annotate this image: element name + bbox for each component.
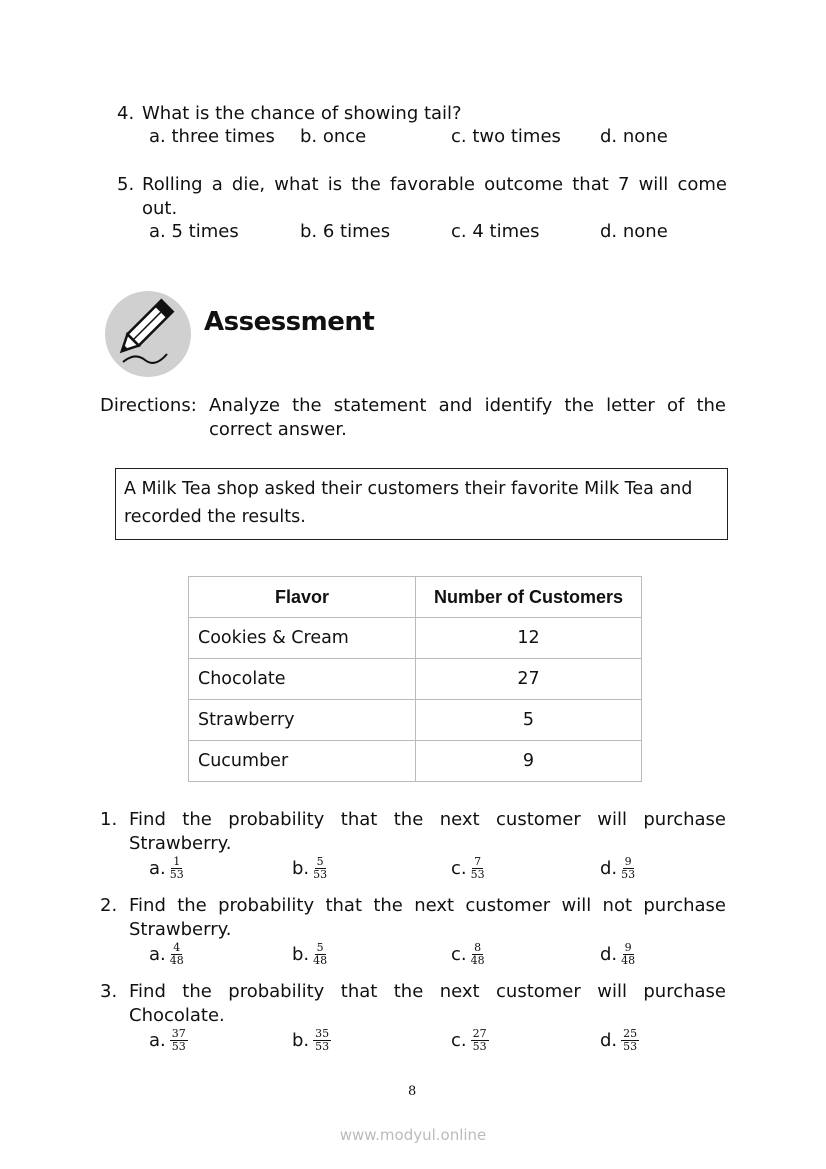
option-letter: b. [292,944,310,965]
fraction [621,1028,639,1053]
option: d. none [600,126,668,147]
table-row [189,618,642,659]
question-number: 1. [100,809,118,830]
numerator: 25 [623,1027,638,1040]
question-number: 5. [117,174,135,195]
section-title: Assessment [204,307,375,337]
directions-text: Analyze the statement and identify the letter of the [209,395,726,416]
table-header-row [189,577,642,618]
option-letter: a. [149,1030,166,1051]
denominator: 53 [470,868,485,881]
fraction [170,1028,188,1053]
question-text: Rolling a die, what is the favorable outcome that 7 will come [142,174,727,195]
question-text: Strawberry. [129,833,232,854]
denominator: 53 [315,1040,330,1053]
denominator: 48 [621,954,636,967]
numerator: 35 [315,1027,330,1040]
denominator: 53 [472,1040,487,1053]
numerator: 7 [474,855,482,868]
option-letter: d. [600,1030,618,1051]
option-letter: d. [600,944,618,965]
option: a. 5 times [149,221,239,242]
numerator: 9 [624,941,632,954]
numerator: 27 [472,1027,487,1040]
question-number: 3. [100,981,118,1002]
question-text: out. [142,198,178,219]
fraction [471,856,485,881]
numerator: 4 [173,941,181,954]
table-row [189,741,642,782]
option: a. three times [149,126,275,147]
watermark: www.modyul.online [339,1126,487,1144]
answer-option [292,942,327,967]
answer-option [451,1028,489,1053]
answer-option [149,856,184,881]
option-letter: c. [451,858,467,879]
page-number: 8 [408,1084,417,1099]
denominator: 48 [169,954,184,967]
option: c. two times [451,126,561,147]
option: b. 6 times [300,221,391,242]
question-text: Find the probability that the next customer will purchase [129,809,726,830]
fraction [170,856,184,881]
table-cell: Cookies & Cream [189,618,416,659]
table-cell: 12 [416,618,642,659]
question-number: 2. [100,895,118,916]
answer-option [600,1028,639,1053]
option-letter: d. [600,858,618,879]
answer-option [292,856,327,881]
numerator: 5 [316,855,324,868]
fraction [313,856,327,881]
table-row [189,659,642,700]
table-cell: 27 [416,659,642,700]
directions-label: Directions: [100,395,197,416]
option-letter: b. [292,1030,310,1051]
option-letter: c. [451,1030,467,1051]
answer-option [600,856,635,881]
answer-option [600,942,635,967]
question-text: Find the probability that the next customer will not purchase [129,895,726,916]
problem-box: A Milk Tea shop asked their customers their favorite Milk Tea and recorded the results. [115,468,728,540]
denominator: 48 [313,954,328,967]
numerator: 1 [173,855,181,868]
directions-text: correct answer. [209,419,347,440]
question-text: Chocolate. [129,1005,225,1026]
denominator: 53 [623,1040,638,1053]
column-header: Flavor [189,577,416,618]
answer-option [149,1028,188,1053]
column-header: Number of Customers [416,577,642,618]
fraction [170,942,184,967]
option-letter: c. [451,944,467,965]
option: d. none [600,221,668,242]
table-row [189,700,642,741]
table-cell: Chocolate [189,659,416,700]
fraction [621,942,635,967]
denominator: 48 [470,954,485,967]
option: c. 4 times [451,221,540,242]
numerator: 5 [316,941,324,954]
table-cell: 9 [416,741,642,782]
fraction [313,942,327,967]
denominator: 53 [621,868,636,881]
table-cell: Cucumber [189,741,416,782]
question-text: What is the chance of showing tail? [142,103,462,124]
denominator: 53 [171,1040,186,1053]
table-cell: 5 [416,700,642,741]
fraction [471,1028,489,1053]
answer-option [149,942,184,967]
question-number: 4. [117,103,135,124]
answer-option [451,942,485,967]
fraction [621,856,635,881]
option: b. once [300,126,367,147]
numerator: 37 [171,1027,186,1040]
pencil-icon [105,290,193,380]
numerator: 9 [624,855,632,868]
denominator: 53 [169,868,184,881]
fraction [313,1028,331,1053]
numerator: 8 [474,941,482,954]
option-letter: b. [292,858,310,879]
option-letter: a. [149,858,166,879]
flavor-table [188,576,642,782]
question-text: Strawberry. [129,919,232,940]
option-letter: a. [149,944,166,965]
denominator: 53 [313,868,328,881]
table-cell: Strawberry [189,700,416,741]
fraction [471,942,485,967]
answer-option [451,856,485,881]
answer-option [292,1028,331,1053]
question-text: Find the probability that the next customer will purchase [129,981,726,1002]
